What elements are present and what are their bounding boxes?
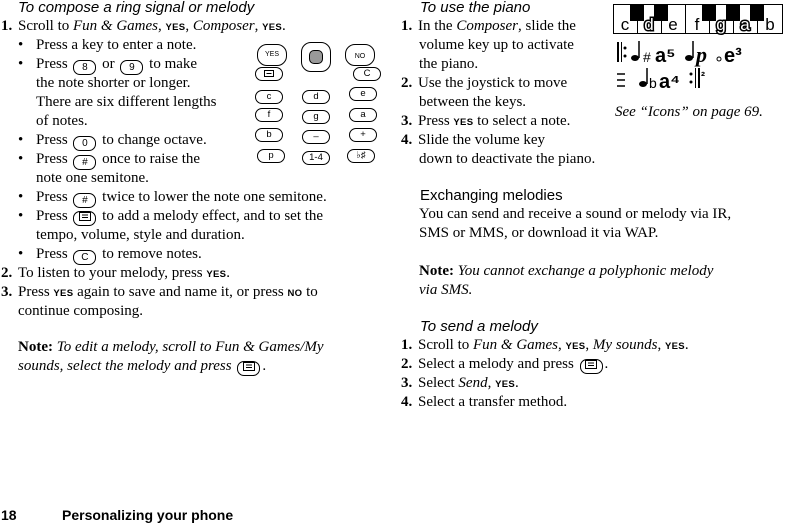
- key-e-icon: e: [349, 87, 377, 101]
- key-g-icon: g: [302, 110, 330, 124]
- piano-caption: See “Icons” on page 69.: [615, 104, 763, 120]
- rest-icon: [617, 74, 625, 86]
- key-flat-sharp-icon: ♭♯: [347, 149, 375, 163]
- piano-key-g: g: [716, 15, 726, 34]
- piano-key-b: b: [765, 15, 775, 34]
- keypad-illustration: [250, 40, 390, 170]
- bullet-4-cont: note one semitone.: [36, 170, 149, 186]
- bullet-6-cont: tempo, volume, style and duration.: [36, 227, 245, 243]
- key-a-icon: a: [349, 108, 377, 122]
- key-c-icon: C: [73, 250, 96, 265]
- right-heading-send: To send a melody: [420, 318, 538, 335]
- yes-key-icon: YES: [257, 44, 287, 66]
- bullet-2-cont: the note shorter or longer.: [36, 75, 191, 91]
- piano-key-d: d: [644, 15, 654, 34]
- eighth-note-icon: [685, 41, 693, 61]
- bullet-4: • Press # once to raise the: [18, 151, 201, 168]
- eighth-note-icon: [631, 41, 639, 61]
- step-3-cont: continue composing.: [18, 303, 143, 319]
- note-symbol-1: a⁵: [655, 45, 676, 67]
- left-note: Note: To edit a melody, scroll to Fun & Games/My: [18, 339, 324, 355]
- step-3: 3. Press YES again to save and name it, or press NO to: [1, 284, 318, 300]
- repeat-end-icon: [690, 68, 701, 88]
- piano-step-1-cont: volume key up to activate: [419, 37, 574, 53]
- right-heading-piano: To use the piano: [420, 0, 531, 16]
- menu-key-icon: [580, 359, 603, 374]
- send-step-4: 4. Select a transfer method.: [401, 394, 568, 410]
- step-1: 1. Scroll to Fun & Games, YES, Composer, YES.: [1, 18, 286, 34]
- piano-step-4: 4. Slide the volume key: [401, 132, 546, 148]
- send-step-3: 3. Select Send, YES.: [401, 375, 519, 391]
- right-heading-exchanging: Exchanging melodies: [420, 187, 563, 204]
- joystick-icon: [301, 42, 331, 72]
- piano-step-1-cont: the piano.: [419, 56, 479, 72]
- bullet-1: • Press a key to enter a note.: [18, 37, 197, 53]
- key-plus-icon: +: [349, 128, 377, 142]
- repeat-start-icon: [617, 42, 627, 62]
- right-note: Note: You cannot exchange a polyphonic melody: [419, 263, 714, 279]
- key-0-icon: 0: [73, 136, 96, 151]
- key-b-icon: b: [255, 128, 283, 142]
- bullet-2-cont: There are six different lengths: [36, 94, 217, 110]
- key-d-icon: d: [302, 90, 330, 104]
- piano-step-2: 2. Use the joystick to move: [401, 75, 568, 91]
- footer-title: Personalizing your phone: [62, 507, 234, 523]
- key-hash-icon: #: [73, 155, 96, 170]
- key-minus-icon: –: [302, 130, 330, 144]
- piano-step-4-cont: down to deactivate the piano.: [419, 151, 596, 167]
- exchanging-text: You can send and receive a sound or melody via IR,: [419, 206, 732, 222]
- menu-key-icon: [255, 67, 283, 81]
- key-p-icon: p: [257, 149, 285, 163]
- send-step-1: 1. Scroll to Fun & Games, YES, My sounds, YES.: [401, 337, 689, 353]
- bullet-7: • Press C to remove notes.: [18, 246, 202, 263]
- repeat-count: ²: [701, 69, 705, 83]
- key-8-icon: 8: [73, 60, 96, 75]
- piano-key-a: a: [740, 15, 750, 34]
- step-2: 2. To listen to your melody, press YES.: [1, 265, 231, 281]
- bullet-2: • Press 8 or 9 to make: [18, 56, 198, 73]
- piano-step-3: 3. Press YES to select a note.: [401, 113, 571, 129]
- piano-key-e: e: [668, 15, 678, 34]
- exchanging-text: SMS or MMS, or download it via WAP.: [419, 225, 659, 241]
- bullet-2-cont: of notes.: [36, 113, 88, 129]
- note-symbol-3: a⁴: [659, 71, 681, 93]
- key-length-icon: 1-4: [302, 151, 330, 165]
- bullet-6: • Press to add a melody effect, and to set the: [18, 208, 324, 224]
- menu-key-icon: [237, 361, 260, 376]
- key-9-icon: 9: [120, 60, 143, 75]
- page-number: 18: [1, 507, 17, 523]
- piano-step-1: 1. In the Composer, slide the: [401, 18, 576, 34]
- no-key-icon: NO: [345, 44, 375, 66]
- send-step-2: 2. Select a melody and press .: [401, 356, 609, 372]
- piano-key-c: c: [620, 15, 630, 34]
- key-c-icon: c: [255, 90, 283, 104]
- piano-screen-illustration: [613, 4, 783, 102]
- right-note-cont: via SMS.: [419, 282, 473, 298]
- bullet-3: • Press 0 to change octave.: [18, 132, 207, 149]
- clear-key-icon: C: [353, 67, 381, 81]
- flat-icon: b: [649, 75, 657, 91]
- double-note-icon: [639, 68, 647, 87]
- key-hash-icon: #: [73, 193, 96, 208]
- dot-icon: [717, 57, 721, 61]
- menu-key-icon: [73, 211, 96, 226]
- bullet-5: • Press # twice to lower the note one semitone.: [18, 189, 327, 206]
- pause-symbol: p: [696, 42, 707, 67]
- key-f-icon: f: [255, 108, 283, 122]
- sharp-icon: #: [643, 49, 651, 65]
- piano-key-f: f: [694, 15, 700, 34]
- piano-step-2-cont: between the keys.: [419, 94, 527, 110]
- left-heading: To compose a ring signal or melody: [18, 0, 255, 16]
- note-symbol-2: e³: [724, 45, 742, 67]
- left-note-cont: sounds, select the melody and press .: [18, 358, 267, 374]
